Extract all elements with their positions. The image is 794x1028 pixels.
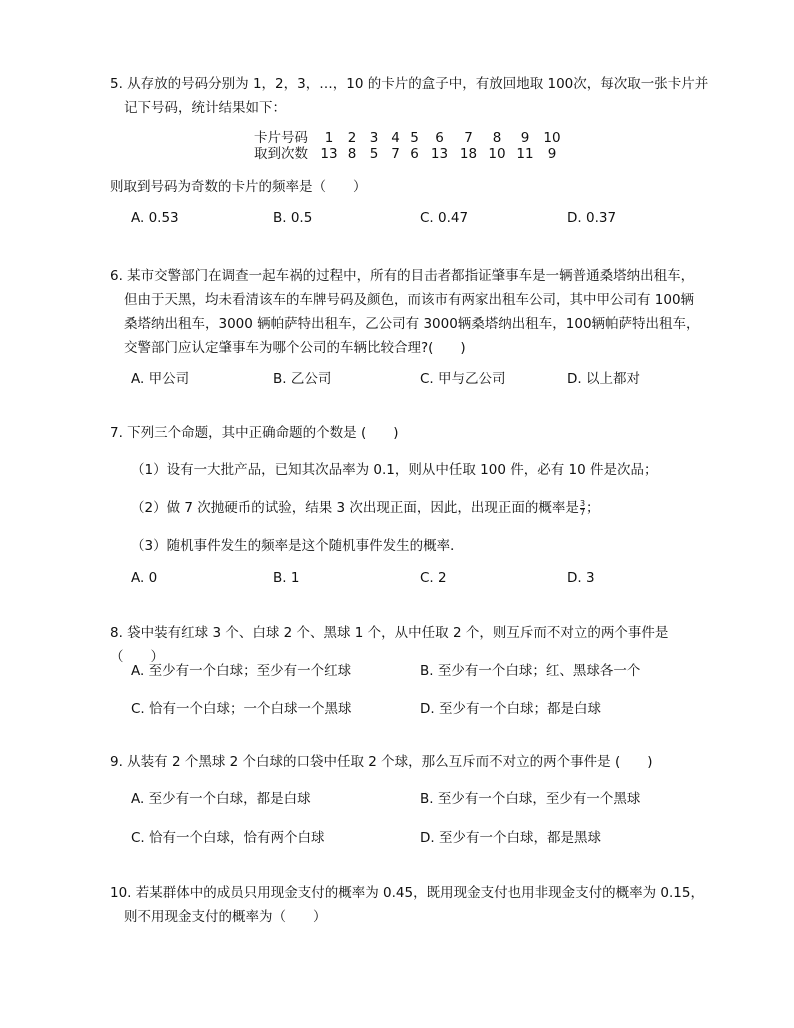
- q6-option-b[interactable]: B. 乙公司: [273, 371, 332, 387]
- q9-options-row-2: [131, 826, 691, 850]
- table-cell: 6: [435, 130, 444, 146]
- q5-line1: 5. 从存放的号码分别为 1，2，3，…，10 的卡片的盒子中，有放回地取 100次，每次取一张卡片并: [110, 76, 709, 92]
- q7-option-a[interactable]: A. 0: [131, 570, 158, 586]
- table-cell: 7: [391, 146, 400, 162]
- q5-question-text: 则取到号码为奇数的卡片的频率是（ ）: [110, 179, 367, 195]
- q9-option-b[interactable]: B. 至少有一个白球，至少有一个黑球: [420, 791, 641, 807]
- q6-option-c[interactable]: C. 甲与乙公司: [420, 371, 506, 387]
- table-cell: 3: [369, 130, 379, 146]
- q6-option-d[interactable]: D. 以上都对: [567, 371, 640, 387]
- q7-options: [131, 570, 691, 594]
- q5-question: [110, 175, 710, 199]
- q7-line1: 7. 下列三个命题，其中正确命题的个数是 ( ): [110, 425, 399, 441]
- table-row-counts: [254, 146, 566, 162]
- fraction-denominator: 7: [579, 507, 586, 517]
- q8-line1: 8. 袋中装有红球 3 个、白球 2 个、黑球 1 个，从中任取 2 个，则互斥而不对立的两个事件是（ ）: [110, 625, 669, 665]
- q9-option-c[interactable]: C. 恰有一个白球，恰有两个白球: [131, 830, 325, 846]
- table-cell: 9: [520, 130, 530, 146]
- q6-line2: 但由于天黑，均未看清该车的车牌号码及颜色，而该市有两家出租车公司，其中甲公司有 100辆: [124, 292, 695, 308]
- q6-line1: 6. 某市交警部门在调查一起车祸的过程中，所有的目击者都指证肇事车是一辆普通桑塔纳出租车，: [110, 268, 695, 284]
- q5-option-c[interactable]: C. 0.47: [420, 210, 469, 226]
- question-6: [110, 264, 710, 360]
- question-5: [110, 72, 710, 120]
- table-cell: 5: [369, 146, 379, 162]
- q9-line1: 9. 从装有 2 个黑球 2 个白球的口袋中任取 2 个球，那么互斥而不对立的两个事件是 ( ): [110, 754, 653, 770]
- q8-options-row-2: [131, 697, 691, 721]
- table-cell: 7: [464, 130, 473, 146]
- fraction-numerator: 3: [579, 498, 586, 508]
- table-header-numbers: 卡片号码: [254, 130, 308, 146]
- q7-statement-3: （3）随机事件发生的频率是这个随机事件发生的概率．: [131, 538, 464, 554]
- q9-option-a[interactable]: A. 至少有一个白球，都是白球: [131, 791, 311, 807]
- q8-option-a[interactable]: A. 至少有一个白球；至少有一个红球: [131, 663, 352, 679]
- q7-option-d[interactable]: D. 3: [567, 570, 595, 586]
- question-7: [110, 421, 710, 445]
- fraction: [580, 500, 585, 517]
- q5-option-a[interactable]: A. 0.53: [131, 210, 179, 226]
- q7-option-c[interactable]: C. 2: [420, 570, 447, 586]
- table-cell: 5: [410, 130, 419, 146]
- q6-line3: 桑塔纳出租车，3000 辆帕萨特出租车，乙公司有 3000辆桑塔纳出租车，100辆帕萨特出租车，: [124, 316, 700, 332]
- q5-frequency-table: [254, 130, 566, 162]
- table-cell: 9: [547, 146, 557, 162]
- q8-option-c[interactable]: C. 恰有一个白球；一个白球一个黑球: [131, 701, 352, 717]
- table-cell: 8: [492, 130, 502, 146]
- q5-line2: 记下号码，统计结果如下：: [124, 100, 286, 116]
- q7-statement-2: [131, 496, 691, 520]
- q5-option-b[interactable]: B. 0.5: [273, 210, 313, 226]
- table-cell: 11: [516, 146, 534, 162]
- q7-option-b[interactable]: B. 1: [273, 570, 300, 586]
- table-cell: 1: [324, 130, 334, 146]
- q7-statement-2-text: （2）做 7 次抛硬币的试验，结果 3 次出现正面，因此，出现正面的概率是: [131, 500, 579, 516]
- q9-options-row-1: [131, 787, 691, 811]
- q10-line1: 10. 若某群体中的成员只用现金支付的概率为 0.45，既用现金支付也用非现金支付的概率为 0.15，: [110, 885, 704, 901]
- q5-options: [131, 210, 691, 234]
- table-cell: 6: [410, 146, 419, 162]
- q6-line4: 交警部门应认定肇事车为哪个公司的车辆比较合理?( ): [124, 340, 466, 356]
- q6-option-a[interactable]: A. 甲公司: [131, 371, 190, 387]
- q7-statement-1: （1）设有一大批产品，已知其次品率为 0.1，则从中任取 100 件，必有 10 件是次品；: [131, 462, 658, 478]
- table-cell: 8: [347, 146, 357, 162]
- q8-option-b[interactable]: B. 至少有一个白球；红、黑球各一个: [420, 663, 641, 679]
- question-10: [110, 881, 710, 929]
- table-row-numbers: [254, 130, 566, 146]
- q9-option-d[interactable]: D. 至少有一个白球，都是黑球: [420, 830, 601, 846]
- table-cell: 10: [543, 130, 561, 146]
- table-cell: 13: [320, 146, 338, 162]
- table-cell: 2: [347, 130, 357, 146]
- q8-options-row-1: [131, 659, 691, 683]
- table-cell: 4: [391, 130, 400, 146]
- table-cell: 10: [488, 146, 506, 162]
- q10-line2: 则不用现金支付的概率为（ ）: [124, 909, 327, 925]
- question-9: [110, 750, 710, 774]
- q5-option-d[interactable]: D. 0.37: [567, 210, 617, 226]
- table-cell: 13: [430, 146, 449, 162]
- q6-options: [131, 367, 691, 391]
- table-cell: 18: [459, 146, 478, 162]
- q8-option-d[interactable]: D. 至少有一个白球；都是白球: [420, 701, 601, 717]
- q7-statement-2-end: ；: [586, 500, 600, 516]
- table-header-counts: 取到次数: [254, 146, 308, 162]
